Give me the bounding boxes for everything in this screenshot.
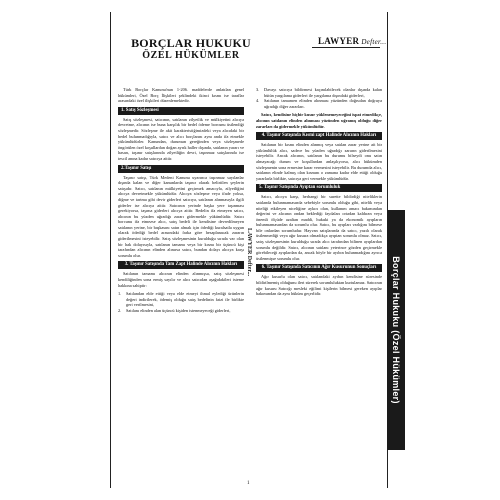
list-item-number: 2. bbox=[118, 308, 122, 313]
section-heading-2: 2.Taşınır Satışı bbox=[118, 165, 244, 173]
section-heading-5: 5. Taşınır Satışında Ayıptan sorumluluk bbox=[256, 184, 382, 192]
text-column-right bbox=[256, 87, 382, 300]
brand-name: LAWYER bbox=[318, 36, 360, 46]
list-item-text: Satılanın tamamen elinden alınması yüzünden doğrudan doğruya uğradığı diğer zararları. bbox=[264, 98, 382, 109]
list-item-text: Satılandan elde ettiği veya elde etmeyi ihmal eylediği ürünlerin değeri indirilerek, ödemiş olduğu satış bedelinin faizi ile birlikte geri verilmesini, bbox=[126, 291, 244, 308]
list-item-number: 1. bbox=[118, 291, 122, 297]
left-margin-line bbox=[110, 12, 111, 488]
side-tab bbox=[387, 210, 405, 450]
list-item bbox=[256, 87, 382, 98]
liability-paragraph: Satıcı, kendisine hiçbir kusur yüklenemeyeceğini ispat etmedikçe, alıcının satılanın elinden alınması yüzünden uğramış olduğu diğer zararları da gidermekle yükümlüdür. bbox=[256, 112, 382, 129]
side-tab-label: Borçlar Hukuku (Özel Hükümler) bbox=[391, 256, 401, 404]
intro-paragraph: Türk Borçlar Kanunu'nun 1-206. maddelerde anlatılan genel hükümleri, Özel Borç İlişkileri şeklindeki ikinci kısmı ise taraflar arasındaki özel ilişkileri düzenlemektedir. bbox=[118, 87, 244, 104]
side-brand-svg bbox=[243, 222, 253, 282]
section-3-paragraph: Satılanın tamamı alıcının elinden alınmışsa, satış sözleşmesi kendiliğinden sona ermiş sayılır ve alıcı satıcıdan aşağıdakileri isteme hakkına sahiptir: bbox=[118, 271, 244, 288]
section-heading-4: 4. Taşınır Satışında Kısmi zapt Halinde Alıcının Hakları bbox=[256, 132, 382, 140]
brand-suffix: Defter... bbox=[361, 38, 387, 46]
list-item bbox=[118, 291, 244, 308]
text-column-left bbox=[118, 87, 244, 317]
list-item-number: 3. bbox=[256, 87, 260, 92]
list-item bbox=[118, 308, 244, 314]
page-subtitle: ÖZEL HÜKÜMLER bbox=[142, 50, 240, 61]
section-5-paragraph: Satıcı, alıcıya karşı, herhangi bir surette bildirdiği niteliklerin satılanda bulunmamasında sebebiyle sorumlu olduğu gibi, nitelik veya niteliği etkileyen niceliğine aykırı olan, kullanım amacı bakımından değerini ve alıcının ondan beklediği faydaları ortadan kaldıran veya önemli ölçüde azaltan maddi, hukuki ya da ekonomik ayıpların bulunmamasından da sorumlu olur. Satıcı, bu ayıpları varlığını bilmese bile onlardan sorumludur. Hayvan satışlarında da satıcı, yazılı olarak üstlenmediği veya ağır kusura olmadıkça ayıptan sorumlu olmaz. Satıcı, satış sözleşmesinin kurulduğu sırada alıcı tarafından bilinen ayıplardan sorumlu değildir. Satıcı, alıcının satılanı yeterince gözden geçirmekle görebileceği ayıplardan da, ancak böyle bir ayıbın bulunmadığını ayrıca üstlenmişse sorumlu olur. bbox=[256, 194, 382, 261]
page-title: BORÇLAR HUKUKU bbox=[131, 36, 251, 50]
rights-list-left bbox=[118, 291, 244, 313]
list-item-text: Davayı satıcıya bildirmesi kaçınılabilecek olanlar dışında kalan bütün yargılama giderleri ile yargılama dışındaki giderleri, bbox=[264, 87, 382, 98]
brand-underline bbox=[312, 47, 380, 48]
list-item-number: 4. bbox=[256, 98, 260, 104]
section-2-paragraph: Taşınır satışı, Türk Medeni Kanunu uyarınca taşınmaz sayılanlar dışında kalan ve diğer kanunlarda taşınır olarak belirtilen şeylerin satışıdır. Satıcı, satılanın mülkiyetini geçirmek amacıyla, zilyetliğini alıcıya devretmekle yükümlüdür. Alıcıya sözleşme veya ifade yoksa, diğme ve tartma gibi devir giderleri satıcıya, satılanın alınmasıyla ilgili giderler ise alıcıya aittir. Satıcının yerinde başka yere taşınması gerekiyorsa, taşıma giderleri alıcıya aittir. Bedelin ifa etmeyen satıcı, alıcının bu yüzden uğradığı zararı gidermekle yükümlüdür. Satıcı borcunu ifa etmezse alıcı, satış bedeli ile kendisine devredilmeyen satılanın yerine, bir başkasını satın almak için ödediği kuralsatla uygun olarak ödediği bedel arasındaki farka göre hesaplanacak zararın giderilmesini isteyebilir. Satış sözleşmesinin kurulduğu sırada var olan bir hak dolayısıyla, satılanın tamamı veya bir kısmı bir üçüncü kişi tarafından alıcının elinden alınırsa satıcı, bundan dolayı alıcıya karşı sorumlu olur. bbox=[118, 174, 244, 258]
section-heading-3: 3. Taşınır Satışında Tam Zapt Halinde Alıcının Hakları bbox=[118, 261, 244, 269]
section-heading-6: 6. Taşınır Satışında Satıcının Ağır Kusurunun Sonuçları bbox=[256, 264, 382, 272]
side-brand-text: LAWYER Defter... bbox=[246, 227, 252, 277]
section-heading-1: 1. Satış Sözleşmesi bbox=[118, 107, 244, 115]
list-item-text: Satılanı elinden alan üçüncü kişiden istenmeyeceği giderleri, bbox=[126, 308, 231, 313]
title-block bbox=[106, 37, 276, 62]
section-4-paragraph: Satılanın bir kısmı elinden alınmış veya satılan zarar yerine ait bir yükümlülük alıcı, sadece bu yüzden uğradığı zararın giderilmesini isteyebilir. Ancak alıcının, satılanın bu durumu bilseydi onu satın almayacağı durum ve koşullardan anlaşılıyorsa, alıcı hükümden sözleşmenin sona ermesine karar vermesini isteyebilir. Bu durumda alıcı, satılanın elinde kalmış olan kısmını o zamana kadar elde ettiği olduğu yararlarla birlikte, satıcıya geri vermekle yükümlüdür. bbox=[256, 142, 382, 181]
section-6-paragraph: Ağır kusurlu olan satıcı, satılandaki ayıbın kendisine süresinde bildirilmemiş olduğunu ileri sürerek sorumluluktan kurtulamaz. Satıcının ağır kusuru Satıcığı mesleki eğilimi kişilerin bilmesi gereken ayıplar bakımından da aynı hüküm geçerlidir. bbox=[256, 274, 382, 297]
list-item bbox=[256, 98, 382, 109]
page-number: 1 bbox=[247, 481, 250, 486]
side-brand-logo bbox=[243, 222, 253, 282]
brand-logo bbox=[318, 36, 386, 46]
section-1-paragraph: Satış sözleşmesi, satıcının, satılanın zilyetlik ve mülkiyetini alıcıya devretme, alıcının ise buna karşılık bir bedel ödeme borcunu üstlendiği sözleşmedir. Sözleşme ile akit karakteristiğimizdeki veya alıcıdaki bir bedel bulunmadığıyla, satıcı ve alıcı borçlarını aynı anda ifa etmekle yükümlüdürler. Kanundan, durumun gereğinden veya sözleşmede öngörülen özel koşullardan doğan ayrık haller dışında, satılanın yararı ve hasarı, taşınır satışlarında zilyetliğin devri, taşınmaz satışlarında ise tescil anına kadar satıcıya aittir. bbox=[118, 116, 244, 161]
rights-list-right bbox=[256, 87, 382, 109]
